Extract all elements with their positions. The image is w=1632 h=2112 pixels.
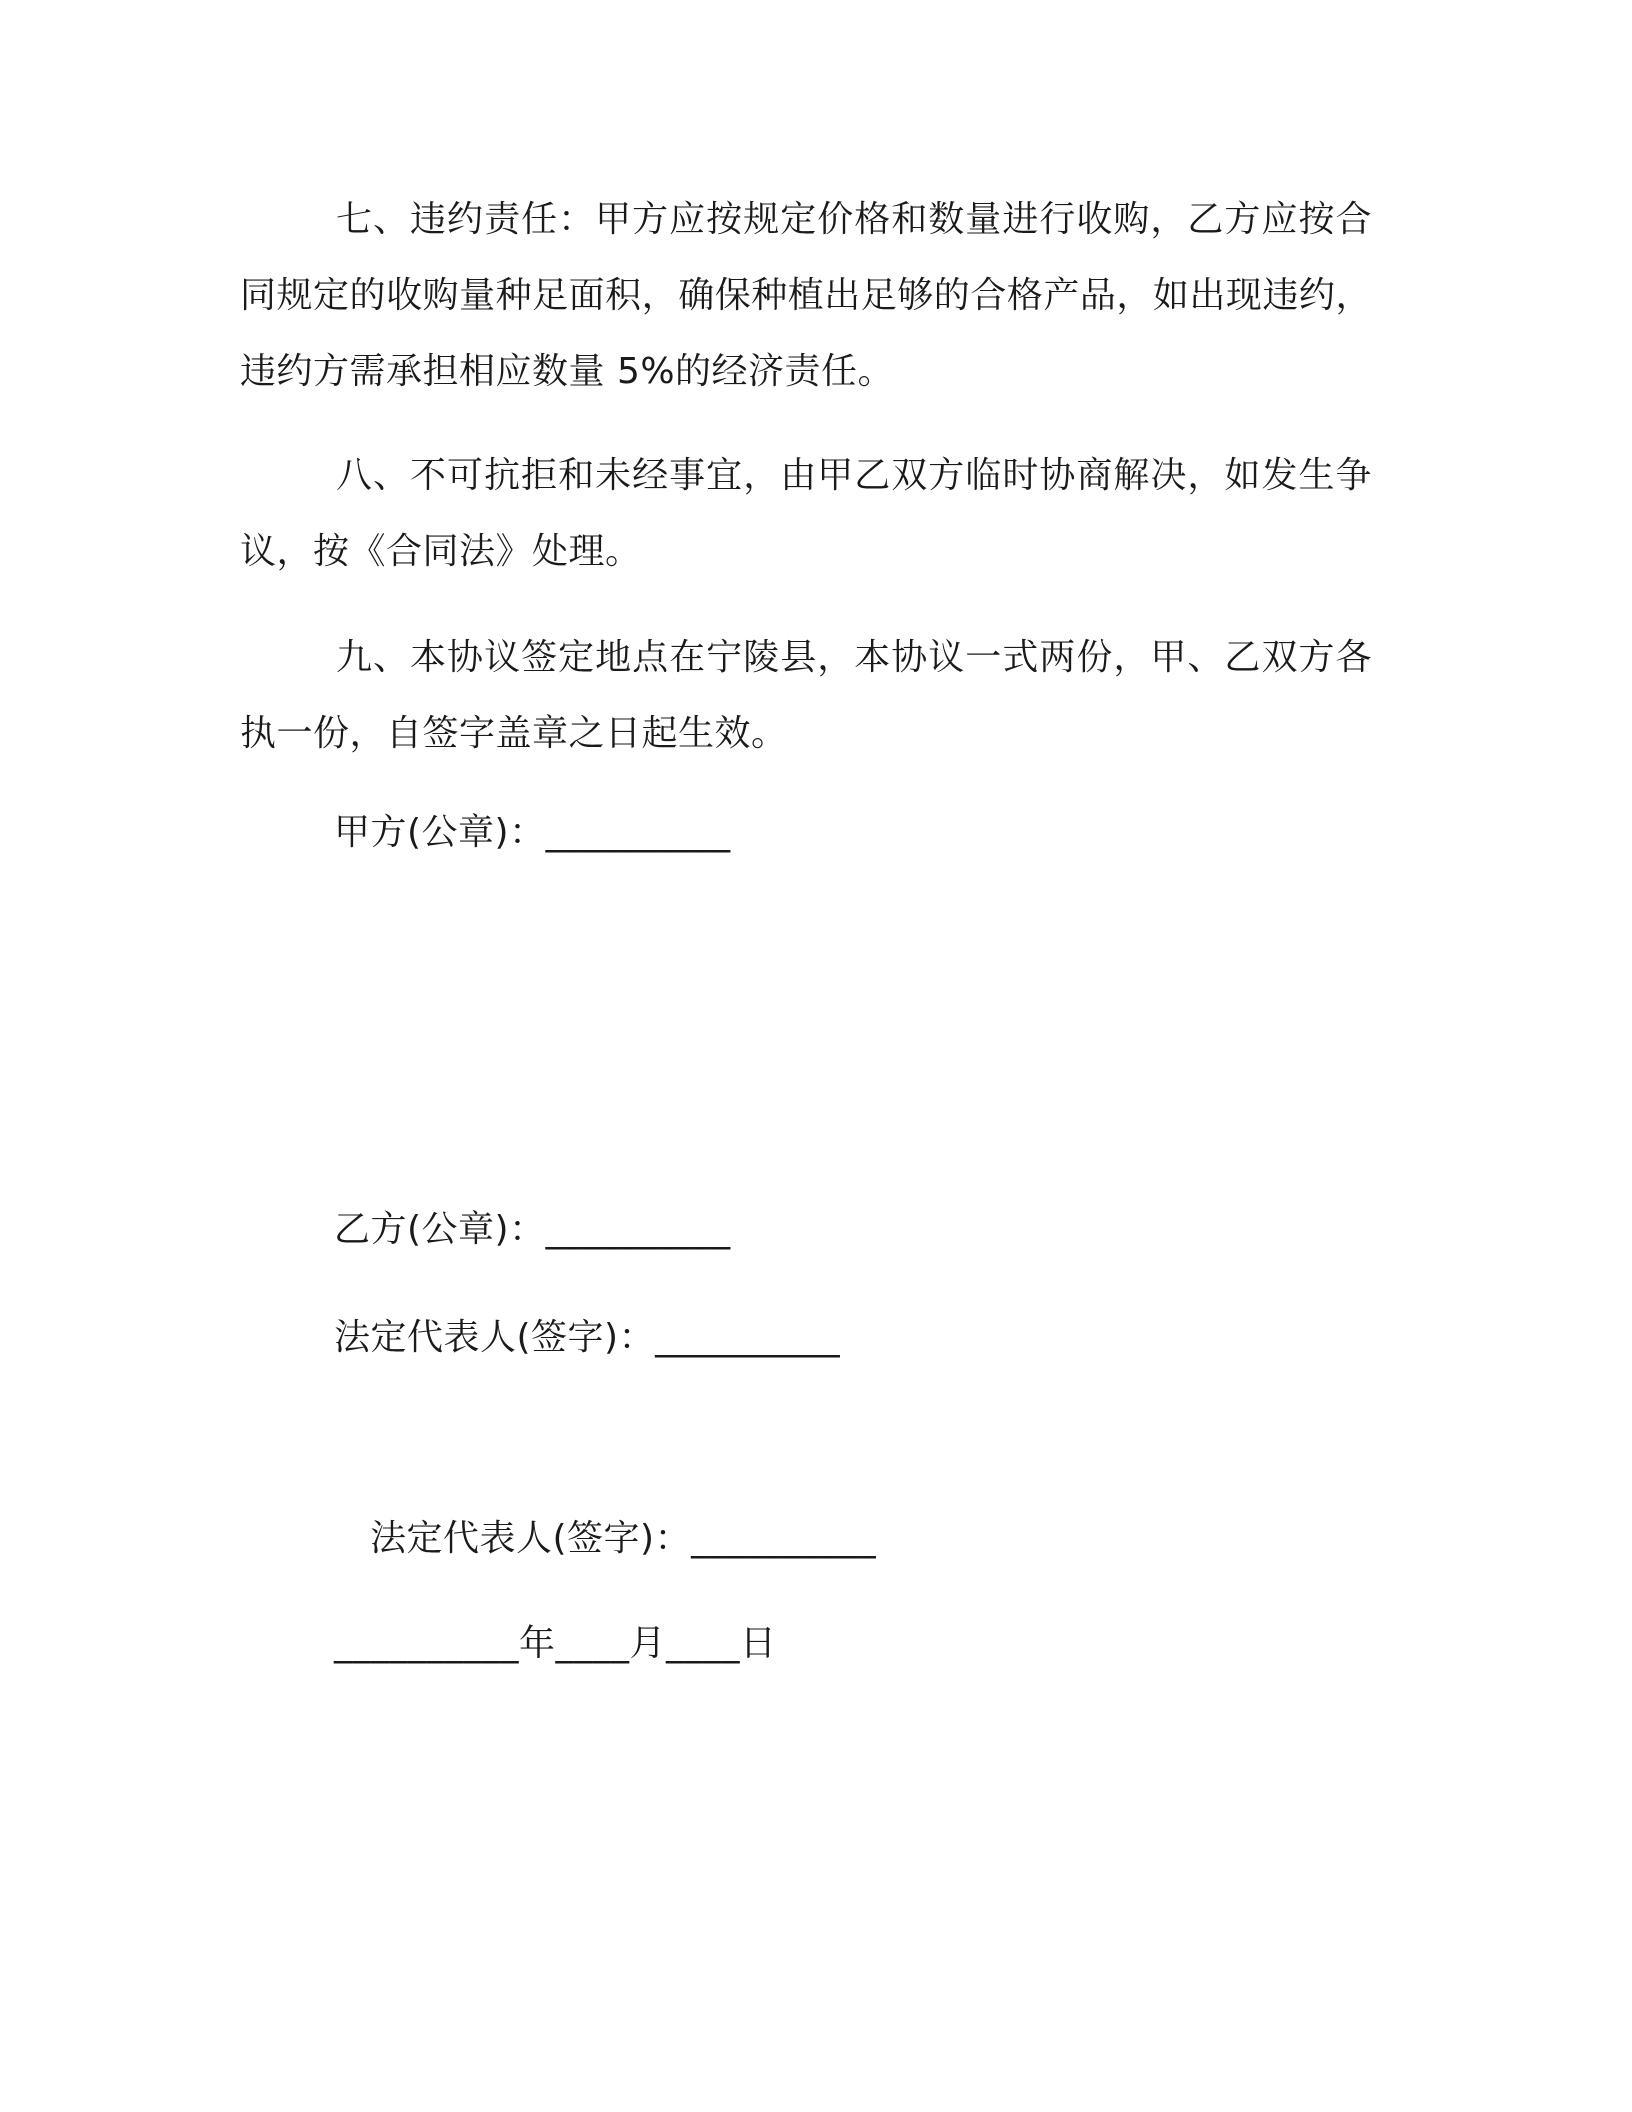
date-line: __________年____月____日 [334,1623,777,1664]
legal-representative-signature-line-2: 法定代表人(签字)：__________ [370,1518,877,1559]
party-b-seal-line: 乙方(公章)：__________ [334,1209,731,1250]
party-a-seal-line: 甲方(公章)：__________ [334,812,731,853]
clause-nine: 九、本协议签定地点在宁陵县，本协议一式两份，甲、乙双方各执一份，自签字盖章之日起生效。 [240,637,1372,754]
clause-seven: 七、违约责任：甲方应按规定价格和数量进行收购，乙方应按合同规定的收购量种足面积，确保种植出足够的合格产品，如出现违约，违约方需承担相应数量 5%的经济责任。 [240,199,1372,392]
clause-eight: 八、不可抗拒和未经事宜，由甲乙双方临时协商解决，如发生争议，按《合同法》处理。 [240,455,1372,572]
legal-representative-signature-line: 法定代表人(签字)：__________ [334,1317,841,1358]
